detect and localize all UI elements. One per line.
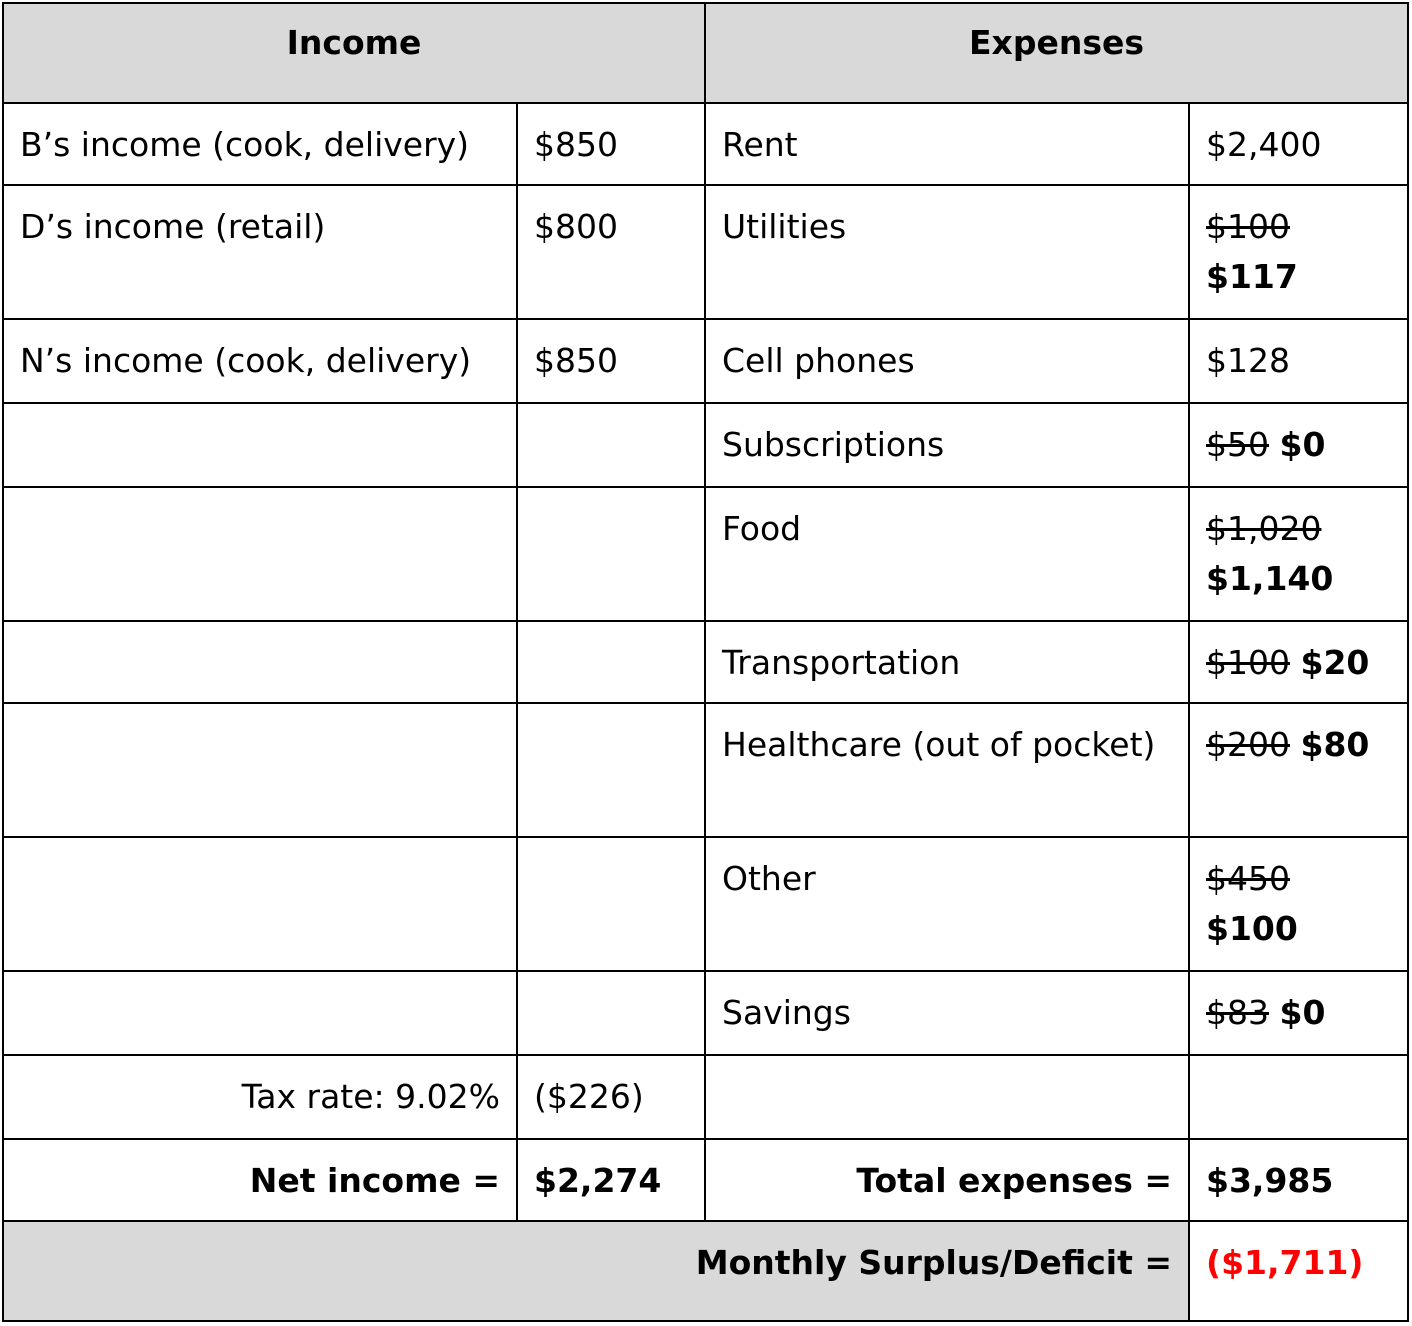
total-expenses-value: $3,985 bbox=[1189, 1139, 1408, 1221]
surplus-row bbox=[3, 1221, 1408, 1321]
net-income-value: $2,274 bbox=[517, 1139, 705, 1221]
table-row bbox=[3, 703, 1408, 837]
income-label: B’s income (cook, delivery) bbox=[3, 103, 517, 185]
budget-table bbox=[2, 2, 1409, 1322]
expense-amount bbox=[1189, 621, 1408, 703]
table-row bbox=[3, 837, 1408, 971]
income-label: D’s income (retail) bbox=[3, 185, 517, 319]
table-row bbox=[3, 621, 1408, 703]
header-row bbox=[3, 3, 1408, 103]
expense-new-amount: $117 bbox=[1206, 257, 1298, 296]
tax-row-empty-amount bbox=[1189, 1055, 1408, 1139]
expense-old-amount: $450 bbox=[1206, 859, 1290, 898]
income-amount bbox=[517, 971, 705, 1055]
expense-old-amount: $50 bbox=[1206, 425, 1269, 464]
table-row bbox=[3, 103, 1408, 185]
table-row bbox=[3, 185, 1408, 319]
expense-old-amount: $100 bbox=[1206, 643, 1290, 682]
expense-new-amount: $2,400 bbox=[1206, 125, 1322, 164]
table-row bbox=[3, 971, 1408, 1055]
expense-new-amount: $0 bbox=[1279, 425, 1326, 464]
net-income-label: Net income = bbox=[3, 1139, 517, 1221]
surplus-label: Monthly Surplus/Deficit = bbox=[3, 1221, 1189, 1321]
totals-row bbox=[3, 1139, 1408, 1221]
expense-old-amount: $1,020 bbox=[1206, 509, 1322, 548]
expense-label: Transportation bbox=[705, 621, 1189, 703]
income-amount bbox=[517, 403, 705, 487]
income-header: Income bbox=[3, 3, 705, 103]
table-row bbox=[3, 319, 1408, 403]
expense-label: Utilities bbox=[705, 185, 1189, 319]
table-row bbox=[3, 403, 1408, 487]
income-amount bbox=[517, 703, 705, 837]
income-label bbox=[3, 703, 517, 837]
expense-label: Rent bbox=[705, 103, 1189, 185]
tax-rate-label: Tax rate: 9.02% bbox=[3, 1055, 517, 1139]
expense-label: Subscriptions bbox=[705, 403, 1189, 487]
expense-old-amount: $200 bbox=[1206, 725, 1290, 764]
tax-amount: ($226) bbox=[517, 1055, 705, 1139]
expense-label: Other bbox=[705, 837, 1189, 971]
income-label bbox=[3, 621, 517, 703]
expense-new-amount: $80 bbox=[1300, 725, 1370, 764]
expense-amount bbox=[1189, 703, 1408, 837]
expense-old-amount: $83 bbox=[1206, 993, 1269, 1032]
expense-label: Savings bbox=[705, 971, 1189, 1055]
expense-old-amount: $100 bbox=[1206, 207, 1290, 246]
expense-new-amount: $0 bbox=[1279, 993, 1326, 1032]
expense-label: Cell phones bbox=[705, 319, 1189, 403]
table-row bbox=[3, 487, 1408, 621]
expense-amount bbox=[1189, 319, 1408, 403]
expense-amount bbox=[1189, 837, 1408, 971]
expense-amount bbox=[1189, 487, 1408, 621]
income-amount bbox=[517, 621, 705, 703]
expenses-header: Expenses bbox=[705, 3, 1408, 103]
expense-label: Healthcare (out of pocket) bbox=[705, 703, 1189, 837]
income-label: N’s income (cook, delivery) bbox=[3, 319, 517, 403]
expense-amount bbox=[1189, 403, 1408, 487]
income-amount: $800 bbox=[517, 185, 705, 319]
income-label bbox=[3, 837, 517, 971]
expense-new-amount: $20 bbox=[1300, 643, 1370, 682]
budget-rows bbox=[3, 103, 1408, 1055]
expense-new-amount: $1,140 bbox=[1206, 559, 1334, 598]
income-label bbox=[3, 487, 517, 621]
tax-row bbox=[3, 1055, 1408, 1139]
surplus-value: ($1,711) bbox=[1189, 1221, 1408, 1321]
expense-label: Food bbox=[705, 487, 1189, 621]
income-label bbox=[3, 403, 517, 487]
income-amount: $850 bbox=[517, 103, 705, 185]
expense-amount bbox=[1189, 185, 1408, 319]
income-amount bbox=[517, 837, 705, 971]
expense-new-amount: $100 bbox=[1206, 909, 1298, 948]
income-amount bbox=[517, 487, 705, 621]
income-amount: $850 bbox=[517, 319, 705, 403]
expense-amount bbox=[1189, 103, 1408, 185]
income-label bbox=[3, 971, 517, 1055]
expense-new-amount: $128 bbox=[1206, 341, 1290, 380]
total-expenses-label: Total expenses = bbox=[705, 1139, 1189, 1221]
expense-amount bbox=[1189, 971, 1408, 1055]
tax-row-empty-expense bbox=[705, 1055, 1189, 1139]
